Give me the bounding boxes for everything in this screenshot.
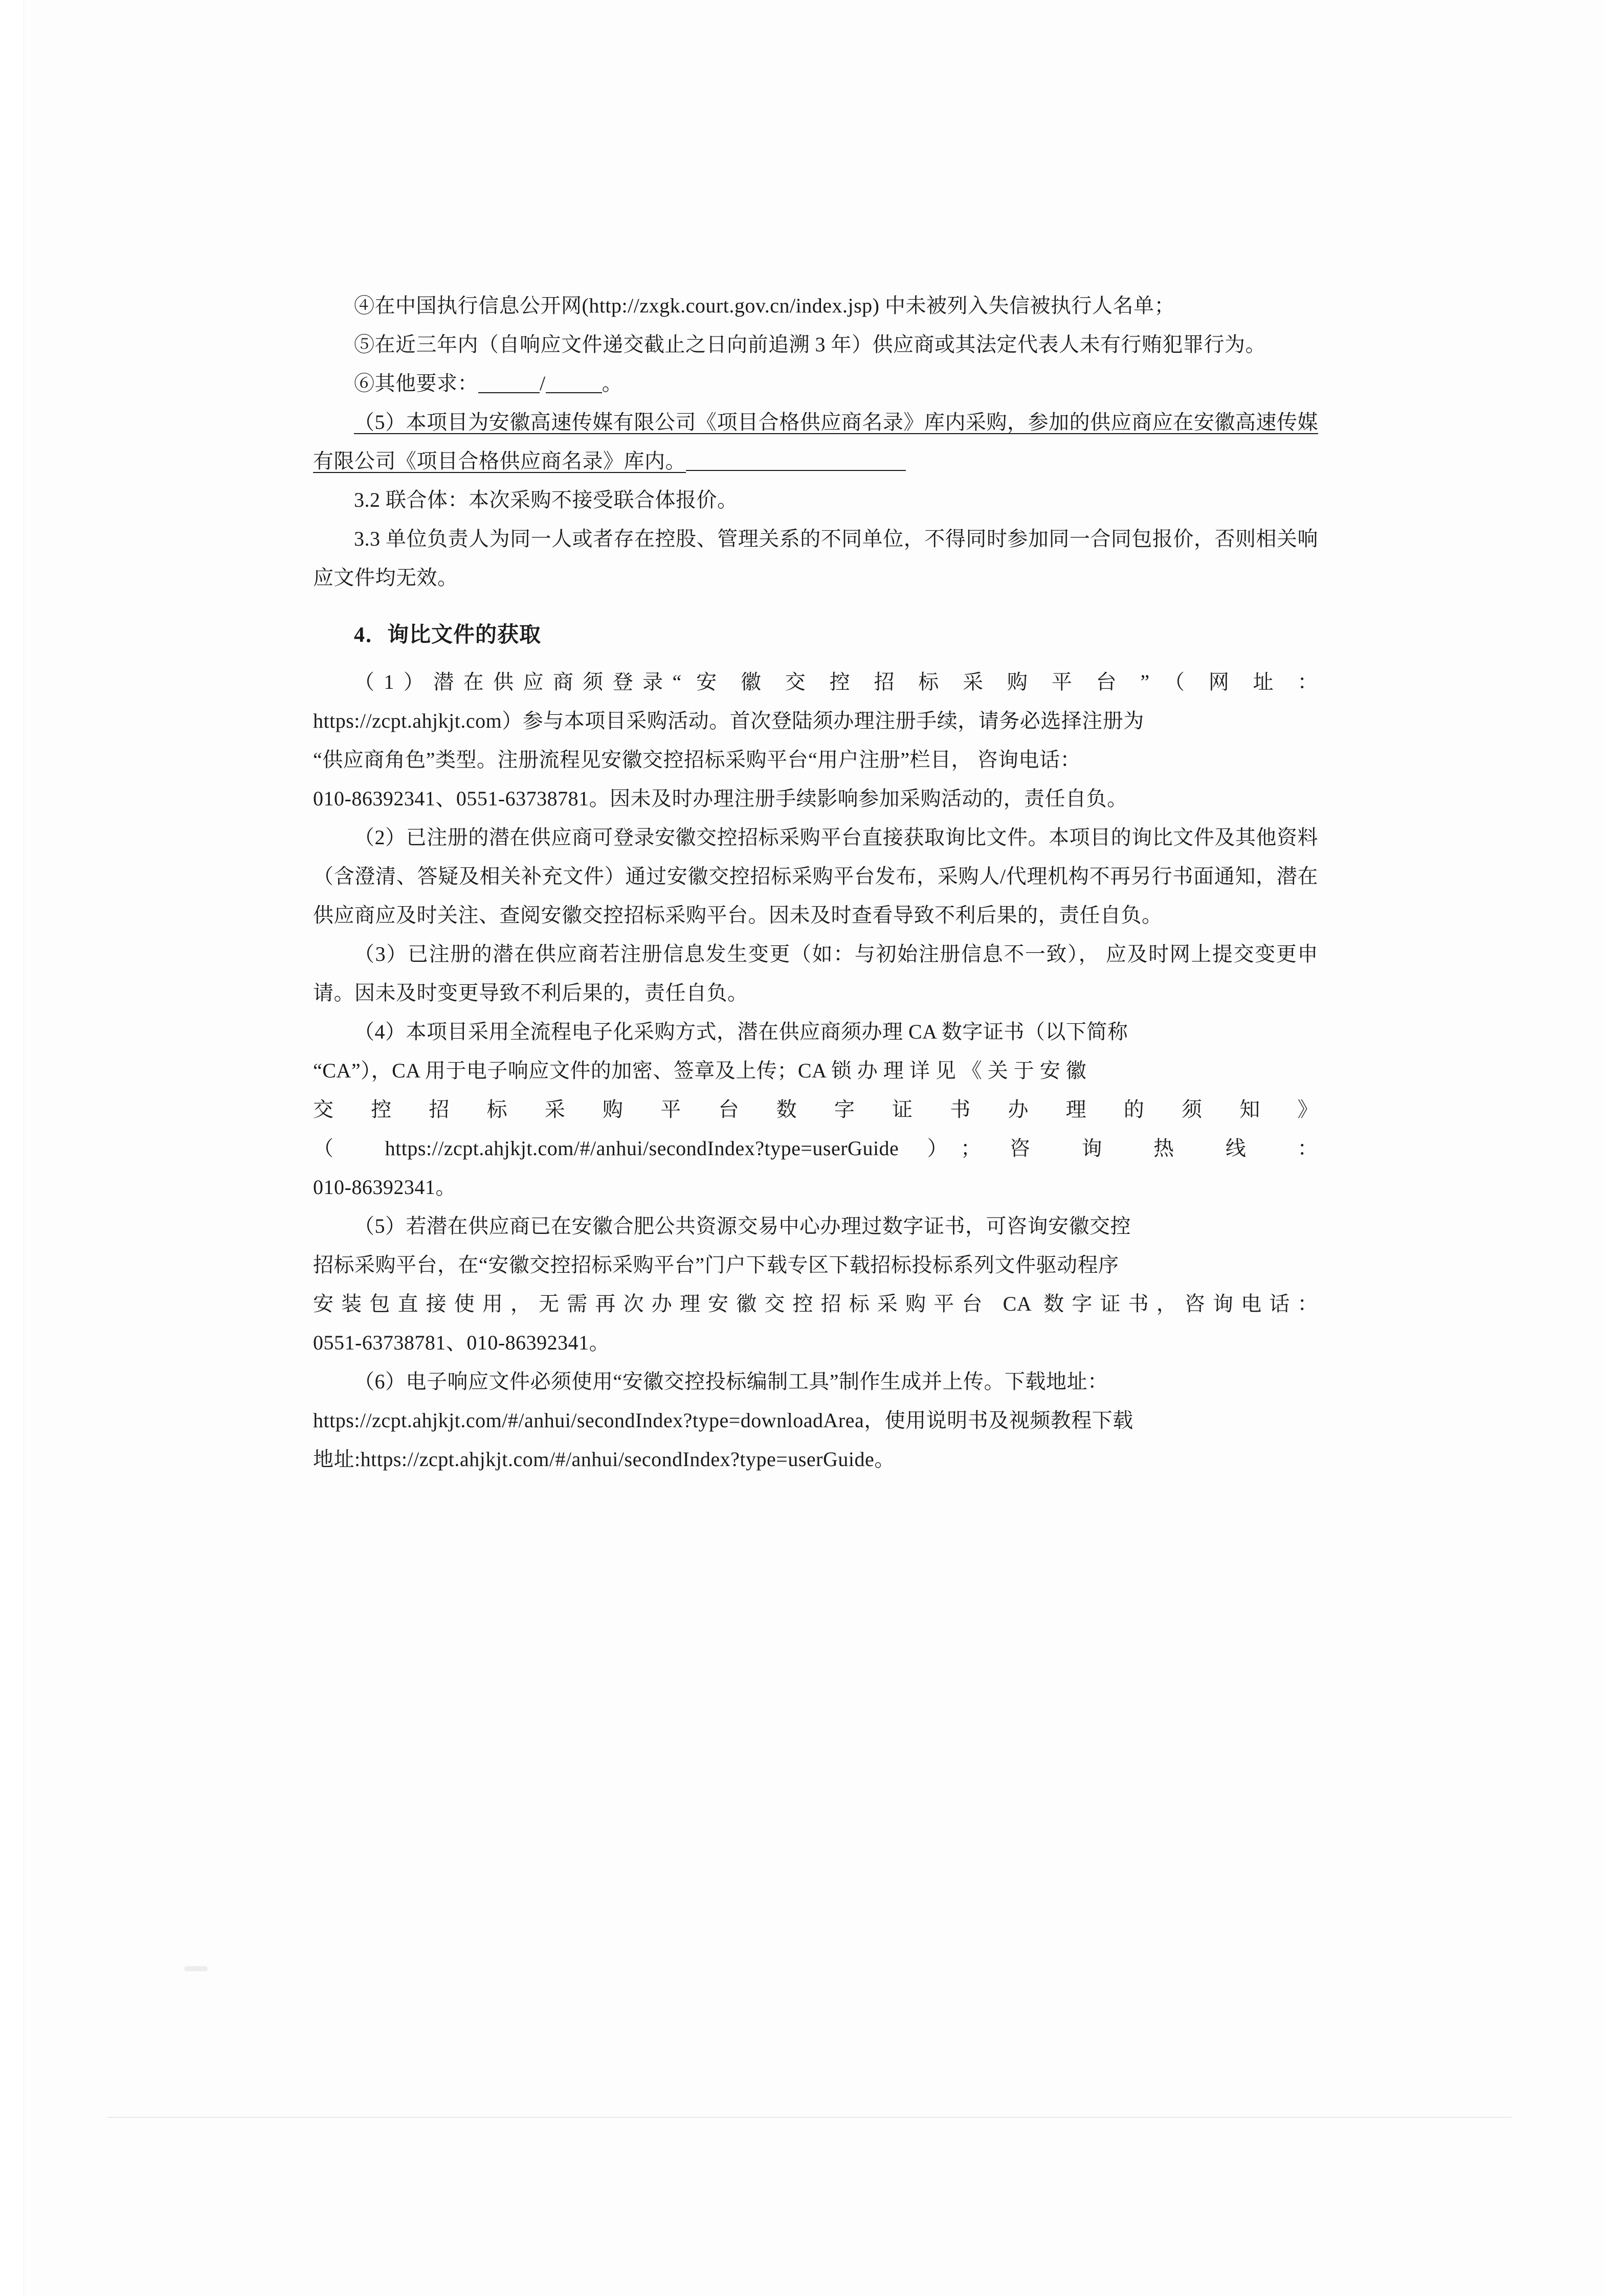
acquire-4-line-2: “CA”），CA 用于电子响应文件的加密、签章及上传；CA 锁 办 理 详 见 《 关 于 安 徽: [313, 1059, 1087, 1082]
paragraph-clause-3-2: 3.2 联合体：本次采购不接受联合体报价。: [354, 488, 738, 511]
footer-divider: [107, 2117, 1511, 2118]
acquire-4-line-5: 010-86392341。: [313, 1176, 456, 1199]
acquire-5-line-2: 招标采购平台，在“安徽交控招标采购平台”门户下载专区下载招标投标系列文件驱动程序: [313, 1253, 1119, 1276]
page-right-margin: [1604, 0, 1624, 2296]
item-6-prefix: ⑥其他要求：: [354, 372, 478, 395]
acquire-4-line-1: （4）本项目采用全流程电子化采购方式，潜在供应商须办理 CA 数字证书（以下简称: [354, 1020, 1128, 1043]
paragraph-supplier-list: [313, 403, 1318, 481]
section-heading-4: 4．询比文件的获取: [354, 623, 542, 647]
fill-in-blank-2: [546, 375, 602, 393]
acquire-6-line-1: （6）电子响应文件必须使用“安徽交控投标编制工具”制作生成并上传。下载地址：: [354, 1370, 1108, 1393]
acquire-1-line-4: 010-86392341、0551-63738781。因未及时办理注册手续影响参加采购活动的，责任自负。: [313, 787, 1128, 810]
paragraph-item-5-bribery: ⑤在近三年内（自响应文件递交截止之日向前追溯 3 年）供应商或其法定代表人未有行贿犯罪行为。: [354, 333, 1266, 356]
item-6-separator: /: [540, 372, 546, 395]
acquire-4-line-3: 交 控 招 标 采 购 平 台 数 字 证 书 办 理 的 须 知 》: [313, 1098, 1318, 1121]
supplier-list-trailing-rule: [686, 455, 906, 471]
fill-in-blank-1: [478, 375, 540, 393]
acquire-5-line-1: （5）若潜在供应商已在安徽合肥公共资源交易中心办理过数字证书，可咨询安徽交控: [354, 1214, 1131, 1237]
acquire-6-line-2: https://zcpt.ahjkjt.com/#/anhui/secondIndex?type=downloadArea，使用说明书及视频教程下载: [313, 1409, 1133, 1432]
acquire-1-line-3: “供应商角色”类型。注册流程见安徽交控招标采购平台“用户注册”栏目， 咨询电话：: [313, 748, 1081, 771]
acquire-1-line-2: https://zcpt.ahjkjt.com）参与本项目采购活动。首次登陆须办理注册手续，请务必选择注册为: [313, 709, 1144, 732]
acquire-6-line-3: 地址:https://zcpt.ahjkjt.com/#/anhui/secondIndex?type=userGuide。: [313, 1448, 895, 1471]
acquire-5-line-3: 安装包直接使用，无需再次办理安徽交控招标采购平台 CA 数字证书，咨询电话：: [313, 1292, 1318, 1315]
acquire-1-line-1: （1）潜在供应商须登录“ 安 徽 交 控 招 标 采 购 平 台 ” （ 网 址 ：: [354, 670, 1318, 693]
paragraph-item-6-other: [313, 364, 1318, 403]
paragraph-clause-3-3: 3.3 单位负责人为同一人或者存在控股、管理关系的不同单位，不得同时参加同一合同包报价，否则相关响应文件均无效。: [313, 527, 1318, 589]
paragraph-item-4-court: ④在中国执行信息公开网(http://zxgk.court.gov.cn/index.jsp) 中未被列入失信被执行人名单；: [354, 294, 1175, 317]
document-body: [313, 286, 1318, 1479]
item-6-suffix: 。: [602, 372, 623, 395]
scan-artifact: [184, 1966, 208, 1971]
supplier-list-underlined-text: （5）本项目为安徽高速传媒有限公司《项目合格供应商名录》库内采购，参加的供应商应在安徽高速传媒有限公司《项目合格供应商名录》库内。: [313, 411, 1318, 472]
page-left-margin: [0, 0, 24, 2296]
acquire-4-line-4: （ https://zcpt.ahjkjt.com/#/anhui/secondIndex?type=userGuide ）； 咨 询 热 线 ：: [313, 1137, 1318, 1160]
acquire-5-line-4: 0551-63738781、010-86392341。: [313, 1331, 610, 1354]
acquire-3-paragraph: （3）已注册的潜在供应商若注册信息发生变更（如：与初始注册信息不一致）， 应及时网上提交变更申请。因未及时变更导致不利后果的，责任自负。: [313, 942, 1318, 1004]
acquire-2-paragraph: （2）已注册的潜在供应商可登录安徽交控招标采购平台直接获取询比文件。本项目的询比文件及其他资料（含澄清、答疑及相关补充文件）通过安徽交控招标采购平台发布，采购人/代理机构不再另行书面通知，潜在供应商应及时关注、查阅安徽交控招标采购平台。因未及时查看导致不利后果的，责任自负。: [313, 826, 1318, 927]
